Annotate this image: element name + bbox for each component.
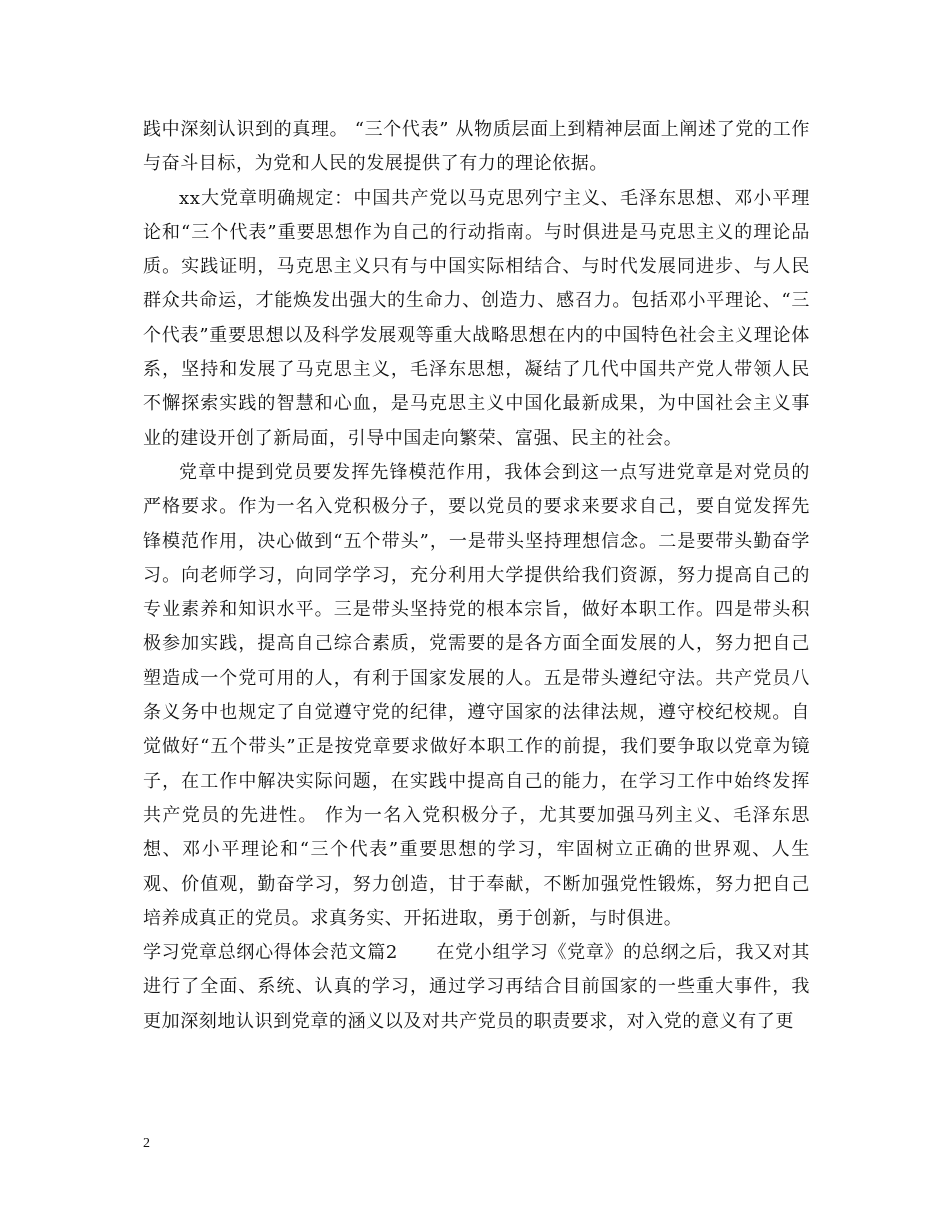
page-number: 2: [143, 1136, 150, 1151]
paragraph-party-constitution: xx大党章明确规定：中国共产党以马克思列宁主义、毛泽东思想、邓小平理论和“三个代表”重要思想作为自己的行动指南。与时俱进是马克思主义的理论品质。实践证明，马克思主义只有与中国实际相结合、与时代发展同进步、与人民群众共命运，才能焕发出强大的生命力、创造力、感召力。包括邓小平理论、“三个代表”重要思想以及科学发展观等重大战略思想在内的中国特色社会主义理论体系，坚持和发展了马克思主义，毛泽东思想，凝结了几代中国共产党人带领人民不懈探索实践的智慧和心血，是马克思主义中国化最新成果，为中国社会主义事业的建设开创了新局面，引导中国走向繁荣、富强、民主的社会。: [143, 187, 810, 449]
paragraph-essay-2-heading: 学习党章总纲心得体会范文篇2 在党小组学习《党章》的总纲之后，我又对其进行了全面、系统、认真的学习，通过学习再结合目前国家的一些重大事件，我更加深刻地认识到党章的涵义以及对共产党员的职责要求，对入党的意义有了更: [143, 942, 810, 1032]
document-body: [143, 113, 810, 1039]
paragraph-vanguard-role: 党章中提到党员要发挥先锋模范作用，我体会到这一点写进党章是对党员的严格要求。作为一名入党积极分子，要以党员的要求来要求自己，要自觉发挥先锋模范作用，决心做到“五个带头”，一是带头坚持理想信念。二是要带头勤奋学习。向老师学习，向同学学习，充分利用大学提供给我们资源，努力提高自己的专业素养和知识水平。三是带头坚持党的根本宗旨，做好本职工作。四是带头积极参加实践，提高自己综合素质，党需要的是各方面全面发展的人，努力把自己塑造成一个党可用的人，有利于国家发展的人。五是带头遵纪守法。共产党员八条义务中也规定了自觉遵守党的纪律，遵守国家的法律法规，遵守校纪校规。自觉做好“五个带头”正是按党章要求做好本职工作的前提，我们要争取以党章为镜子，在工作中解决实际问题，在实践中提高自己的能力，在学习工作中始终发挥共产党员的先进性。 作为一名入党积极分子，尤其要加强马列主义、毛泽东思想、邓小平理论和“三个代表”重要思想的学习，牢固树立正确的世界观、人生观、价值观，勤奋学习，努力创造，甘于奉献，不断加强党性锻炼，努力把自己培养成真正的党员。求真务实、开拓进取，勇于创新，与时俱进。: [143, 461, 810, 929]
paragraph-continuation: 践中深刻认识到的真理。 “三个代表” 从物质层面上到精神层面上阐述了党的工作与奋斗目标，为党和人民的发展提供了有力的理论依据。: [143, 119, 810, 175]
